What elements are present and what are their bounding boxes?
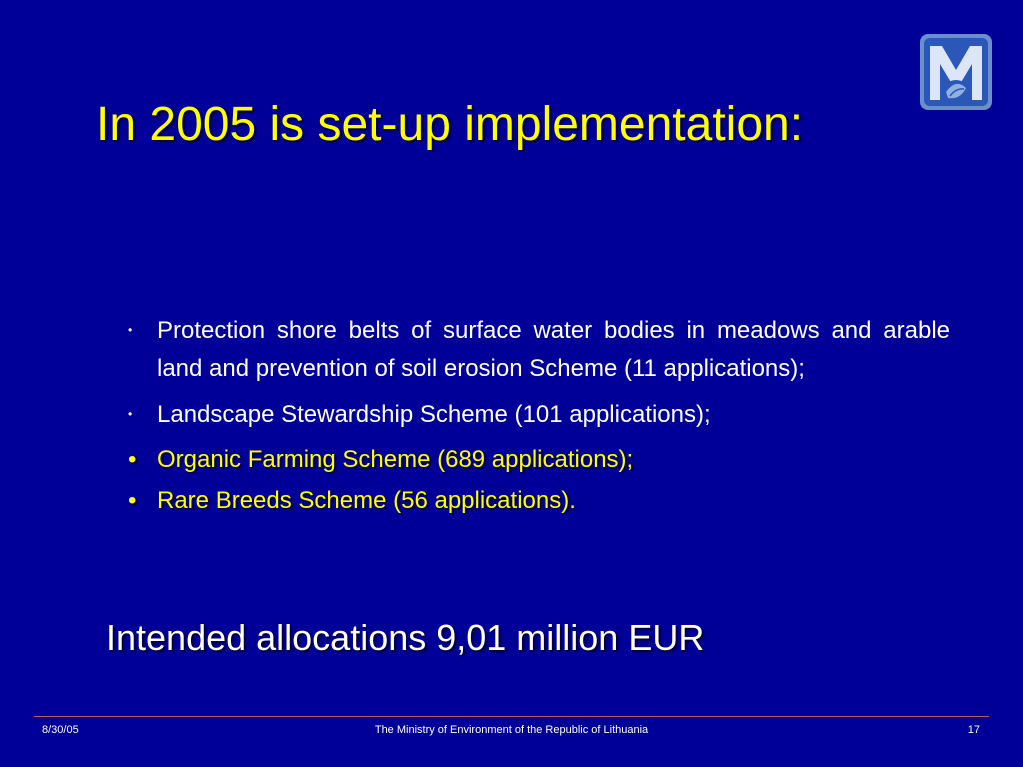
bullet-list (124, 312, 950, 523)
footer-organization: The Ministry of Environment of the Republic of Lithuania (374, 724, 649, 736)
slide-title: In 2005 is set-up implementation: (96, 98, 804, 151)
bullet-text: Protection shore belts of surface water bodies in meadows and arable land and prevention of soil erosion Scheme (11 applications); (157, 317, 950, 382)
allocations-text: Intended allocations 9,01 million EUR (106, 617, 705, 658)
bullet-marker: • (128, 407, 133, 421)
footer-page-number: 17 (967, 724, 980, 736)
bullet-text: Organic Farming Scheme (689 applications); (157, 446, 634, 473)
list-item (124, 441, 950, 478)
list-item (124, 396, 950, 433)
bullet-marker: • (128, 323, 133, 337)
footer-date: 8/30/05 (42, 724, 79, 736)
list-item (124, 312, 950, 388)
ministry-logo-icon (920, 34, 992, 110)
list-item (124, 482, 950, 519)
bullet-text: Rare Breeds Scheme (56 applications). (157, 487, 576, 514)
bullet-text: Landscape Stewardship Scheme (101 applications); (157, 401, 711, 428)
logo-graphic (920, 34, 992, 110)
bullet-marker: • (128, 446, 137, 473)
footer-divider (34, 716, 989, 717)
bullet-marker: • (128, 487, 137, 514)
